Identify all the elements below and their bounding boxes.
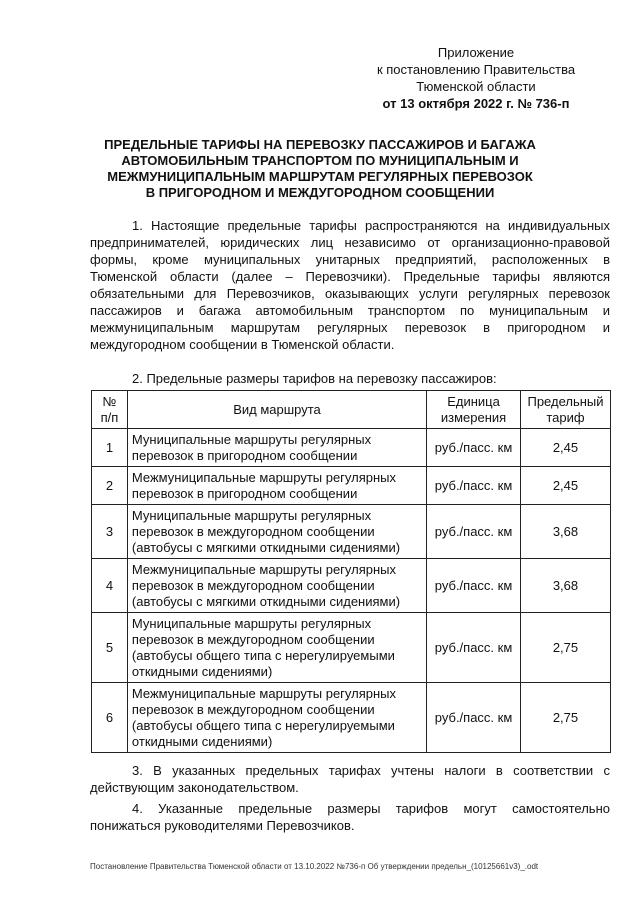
row-route: Муниципальные маршруты регулярных перевозок в пригородном сообщении bbox=[127, 429, 426, 467]
row-number: 1 bbox=[92, 429, 128, 467]
paragraph-2: 2. Предельные размеры тарифов на перевозку пассажиров: bbox=[132, 371, 497, 386]
table-row bbox=[92, 559, 611, 613]
title-line-1: ПРЕДЕЛЬНЫЕ ТАРИФЫ НА ПЕРЕВОЗКУ ПАССАЖИРОВ И БАГАЖА bbox=[104, 137, 536, 152]
paragraph-3: 3. В указанных предельных тарифах учтены налоги в соответствии с действующим законодательством. bbox=[90, 763, 610, 795]
paragraph-1: 1. Настоящие предельные тарифы распространяются на индивидуальных предпринимателей, юридических лиц независимо от организационно-правовой формы, кроме муниципальных унитарных предприятий, расположенных в Тюменской области (далее – Перевозчики). Предельные тарифы являются обязательными для Перевозчиков, оказывающих услуги регулярных перевозок пассажиров и багажа автомобильным транспортом по муниципальным и межмуниципальным маршрутам регулярных перевозок в пригородном и междугородном сообщении в Тюменской области. bbox=[90, 218, 610, 352]
header-line-region: Тюменской области bbox=[416, 79, 536, 94]
table-row bbox=[92, 683, 611, 753]
table-row bbox=[92, 467, 611, 505]
header-line-annex: Приложение bbox=[437, 45, 515, 60]
tariff-table bbox=[91, 390, 611, 753]
row-tariff: 2,75 bbox=[520, 683, 610, 753]
table-header-row bbox=[92, 391, 611, 429]
row-route: Межмуниципальные маршруты регулярных перевозок в пригородном сообщении bbox=[127, 467, 426, 505]
row-number: 4 bbox=[92, 559, 128, 613]
header-line-date-number: от 13 октября 2022 г. № 736-п bbox=[382, 96, 570, 111]
row-tariff: 2,75 bbox=[520, 613, 610, 683]
table-row bbox=[92, 505, 611, 559]
row-number: 2 bbox=[92, 467, 128, 505]
row-unit: руб./пасс. км bbox=[427, 613, 521, 683]
row-tariff: 3,68 bbox=[520, 559, 610, 613]
row-number: 5 bbox=[92, 613, 128, 683]
row-tariff: 2,45 bbox=[520, 467, 610, 505]
row-unit: руб./пасс. км bbox=[427, 505, 521, 559]
row-unit: руб./пасс. км bbox=[427, 683, 521, 753]
row-route: Межмуниципальные маршруты регулярных перевозок в междугородном сообщении (автобусы общего типа с нерегулируемыми откидными сидениями) bbox=[127, 683, 426, 753]
row-tariff: 3,68 bbox=[520, 505, 610, 559]
document-header bbox=[356, 44, 596, 112]
title-line-2: АВТОМОБИЛЬНЫМ ТРАНСПОРТОМ ПО МУНИЦИПАЛЬНЫМ И bbox=[121, 153, 519, 168]
paragraph-4: 4. Указанные предельные размеры тарифов могут самостоятельно понижаться руководителями Перевозчиков. bbox=[90, 801, 610, 833]
document-footer: Постановление Правительства Тюменской области от 13.10.2022 №736-п Об утверждении предельн_(10125661v3)_.odt bbox=[90, 862, 539, 871]
header-tariff: Предельный тариф bbox=[520, 391, 610, 429]
row-number: 6 bbox=[92, 683, 128, 753]
table-row bbox=[92, 429, 611, 467]
document-title bbox=[80, 137, 560, 201]
table-row bbox=[92, 613, 611, 683]
title-line-4: В ПРИГОРОДНОМ И МЕЖДУГОРОДНОМ СООБЩЕНИИ bbox=[145, 185, 495, 200]
header-route-type: Вид маршрута bbox=[127, 391, 426, 429]
row-unit: руб./пасс. км bbox=[427, 467, 521, 505]
header-unit: Единица измерения bbox=[427, 391, 521, 429]
header-number: № п/п bbox=[92, 391, 128, 429]
header-line-decree: к постановлению Правительства bbox=[376, 62, 576, 77]
row-route: Муниципальные маршруты регулярных перевозок в междугородном сообщении (автобусы с мягкими откидными сидениями) bbox=[127, 505, 426, 559]
row-unit: руб./пасс. км bbox=[427, 559, 521, 613]
title-line-3: МЕЖМУНИЦИПАЛЬНЫМ МАРШРУТАМ РЕГУЛЯРНЫХ ПЕРЕВОЗОК bbox=[107, 169, 533, 184]
row-unit: руб./пасс. км bbox=[427, 429, 521, 467]
row-route: Межмуниципальные маршруты регулярных перевозок в междугородном сообщении (автобусы с мягкими откидными сидениями) bbox=[127, 559, 426, 613]
row-tariff: 2,45 bbox=[520, 429, 610, 467]
row-number: 3 bbox=[92, 505, 128, 559]
row-route: Муниципальные маршруты регулярных перевозок в междугородном сообщении (автобусы общего типа с нерегулируемыми откидными сидениями) bbox=[127, 613, 426, 683]
